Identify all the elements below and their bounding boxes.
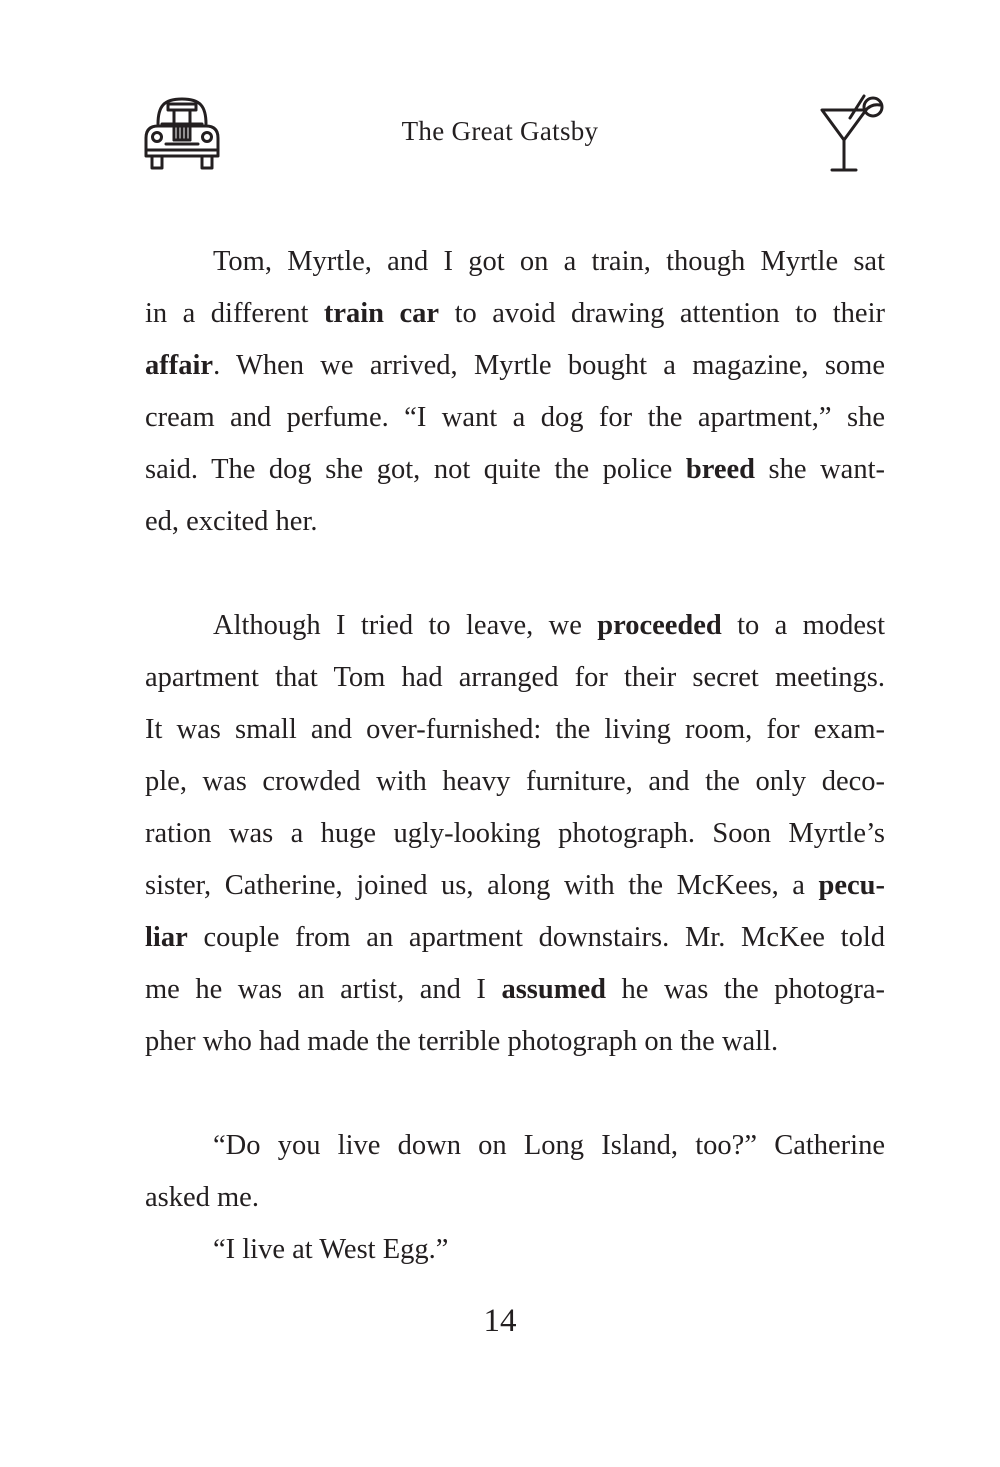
text-line (145, 496, 885, 548)
bold-term: proceeded (597, 610, 722, 641)
bold-term: liar (145, 922, 188, 953)
text-line (145, 392, 885, 444)
text-line (145, 444, 885, 496)
text-line (145, 1016, 885, 1068)
text-run: sister, Catherine, joined us, along with the McKees, a (145, 870, 819, 901)
martini-glass-icon (818, 94, 886, 176)
text-line (145, 704, 885, 756)
text-run: she want- (755, 454, 885, 485)
text-line (145, 288, 885, 340)
text-run: Although I tried to leave, we (213, 610, 598, 641)
text-run: ed, excited her. (145, 506, 318, 537)
running-title: The Great Gatsby (401, 116, 599, 146)
text-line (145, 1172, 885, 1224)
text-line (145, 912, 885, 964)
text-line (145, 652, 885, 704)
text-line (145, 756, 885, 808)
text-run: he was the photogra- (606, 974, 885, 1005)
bold-term: pecu- (818, 870, 885, 901)
text-run: apartment that Tom had arranged for their secret meetings. (145, 662, 885, 693)
text-run: “Do you live down on Long Island, too?” Catherine (213, 1130, 885, 1161)
text-line (145, 236, 885, 288)
text-run: to a modest (721, 610, 885, 641)
text-run: cream and perfume. “I want a dog for the apartment,” she (145, 402, 885, 433)
text-line (145, 600, 885, 652)
text-run: ration was a huge ugly-looking photograph. Soon Myrtle’s (145, 818, 885, 849)
text-run: me he was an artist, and I (145, 974, 502, 1005)
bold-term: affair (145, 350, 214, 381)
paragraph (145, 600, 885, 1068)
text-run: in a different (145, 298, 324, 329)
text-line (145, 964, 885, 1016)
text-run: couple from an apartment downstairs. Mr. McKee told (187, 922, 885, 953)
text-run: ple, was crowded with heavy furniture, and the only deco- (145, 766, 885, 797)
text-run: pher who had made the terrible photograph on the wall. (145, 1026, 779, 1057)
paragraph (145, 1224, 885, 1276)
text-line (145, 1224, 885, 1276)
text-run: “I live at West Egg.” (213, 1234, 449, 1265)
text-line (145, 860, 885, 912)
bold-term: assumed (501, 974, 606, 1005)
body-text (145, 236, 885, 1276)
bold-term: breed (685, 454, 756, 485)
text-run: asked me. (145, 1182, 259, 1213)
bold-term: train car (323, 298, 440, 329)
text-line (145, 1120, 885, 1172)
text-run: . When we arrived, Myrtle bought a magazine, some (213, 350, 885, 381)
text-run: It was small and over-furnished: the living room, for exam- (145, 714, 885, 745)
text-line (145, 808, 885, 860)
text-line (145, 340, 885, 392)
page-number: 14 (483, 1303, 517, 1339)
paragraph (145, 1120, 885, 1224)
text-run: Tom, Myrtle, and I got on a train, though Myrtle sat (213, 246, 885, 277)
page-header (0, 0, 1000, 200)
text-run: to avoid drawing attention to their (439, 298, 885, 329)
text-run: said. The dog she got, not quite the police (145, 454, 686, 485)
paragraph (145, 236, 885, 548)
